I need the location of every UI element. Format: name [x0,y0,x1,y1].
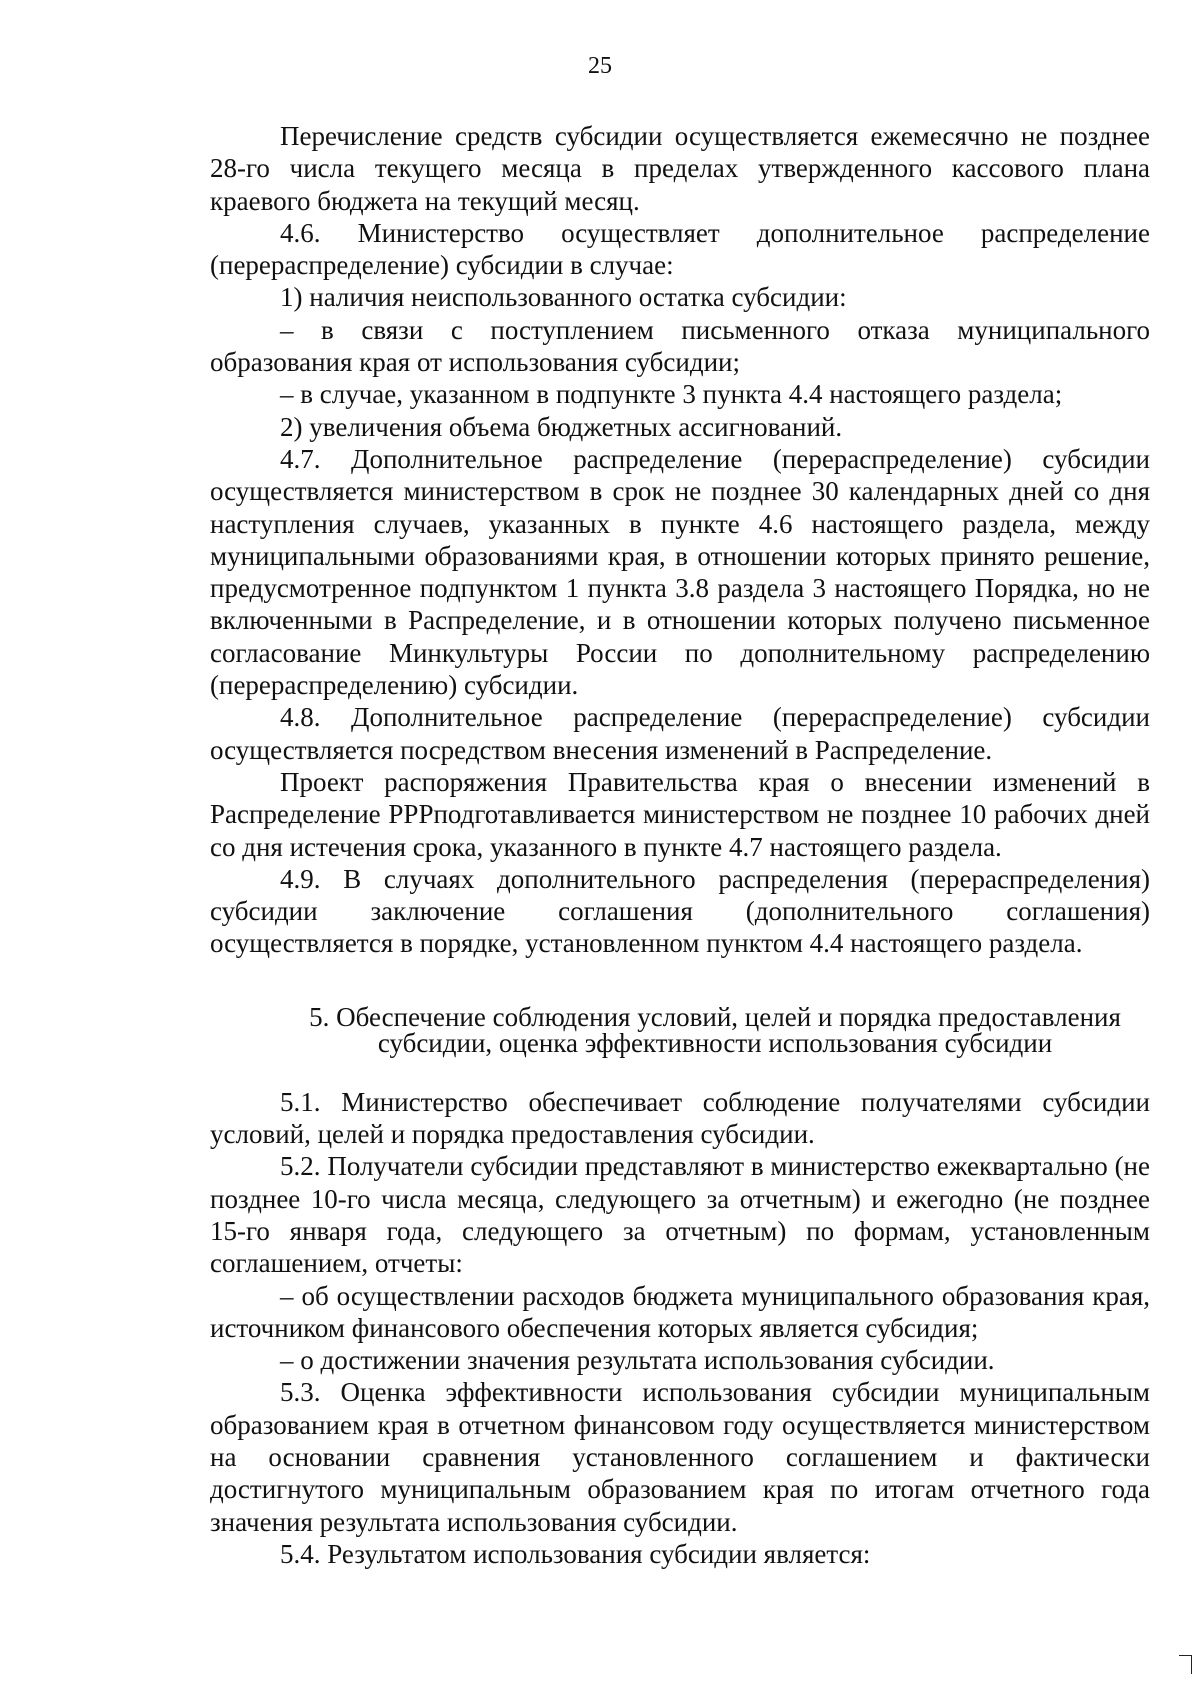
paragraph-5-2: 5.2. Получатели субсидии представляют в министерство ежеквартально (не позднее 10-го числа месяца, следующего за отчетным) и ежегодно (не позднее 15-го января года, следующего за отчетным) по формам, установленным соглашением, отчеты: [210,1151,1150,1279]
paragraph-4-6-dash-2: – в случае, указанном в подпункте 3 пункта 4.4 настоящего раздела; [280,379,1063,410]
paragraph-4-6-dash-1: – в связи с поступлением письменного отказа муниципального образования края от использования субсидии; [210,314,1150,378]
paragraph-4-6: 4.6. Министерство осуществляет дополнительное распределение (перераспределение) субсидии в случае: [210,217,1150,281]
paragraph-5-4: 5.4. Результатом использования субсидии является: [280,1538,871,1569]
paragraph-5-2-dash-2: – о достижении значения результата использования субсидии. [280,1345,995,1376]
section-heading-5: 5. Обеспечение соблюдения условий, целей и порядка предоставления субсидии, оценка эффективности использования субсидии [309,1001,1121,1058]
paragraph-4-8: 4.8. Дополнительное распределение (перераспределение) субсидии осуществляется посредством внесения изменений в Распределение. [210,702,1150,765]
paragraph-4-9: 4.9. В случаях дополнительного распределения (перераспределения) субсидии заключение соглашения (дополнительного соглашения) осуществляется в порядке, установленном пунктом 4.4 настоящего раздела. [210,863,1150,959]
scan-corner-mark [1179,1655,1192,1674]
page-number: 25 [588,53,612,79]
paragraph-4-7: 4.7. Дополнительное распределение (перераспределение) субсидии осуществляется министерством в срок не позднее 30 календарных дней со дня наступления случаев, указанных в пункте 4.6 настоящего раздела, между муниципальными образованиями края, в отношении которых принято решение, предусмотренное подпунктом 1 пункта 3.8 раздела 3 настоящего Порядка, но не включенными в Распределение, и в отношении которых получено письменное согласование Минкультуры России по дополнительному распределению (перераспределению) субсидии. [210,443,1150,701]
paragraph-draft-order: Проект распоряжения Правительства края о внесении изменений в Распределение РРРподготавливается министерством не позднее 10 рабочих дней со дня истечения срока, указанного в пункте 4.7 настоящего раздела. [210,766,1150,862]
paragraph-4-6-item-2: 2) увеличения объема бюджетных ассигнований. [280,411,843,442]
paragraph-5-1: 5.1. Министерство обеспечивает соблюдение получателями субсидии условий, целей и порядка предоставления субсидии. [210,1086,1150,1150]
paragraph-5-2-dash-1: – об осуществлении расходов бюджета муниципального образования края, источником финансового обеспечения которых является субсидия; [210,1280,1150,1343]
paragraph-4-6-item-1: 1) наличия неиспользованного остатка субсидии: [280,282,847,313]
paragraph-transfer-schedule: Перечисление средств субсидии осуществляется ежемесячно не позднее 28-го числа текущего месяца в пределах утвержденного кассового плана краевого бюджета на текущий месяц. [210,121,1150,216]
paragraph-5-3: 5.3. Оценка эффективности использования субсидии муниципальным образованием края в отчетном финансовом году осуществляется министерством на основании сравнения установленного соглашением и фактически достигнутого муниципальным образованием края по итогам отчетного года значения результата использования субсидии. [210,1377,1150,1537]
document-body [210,120,1150,1570]
